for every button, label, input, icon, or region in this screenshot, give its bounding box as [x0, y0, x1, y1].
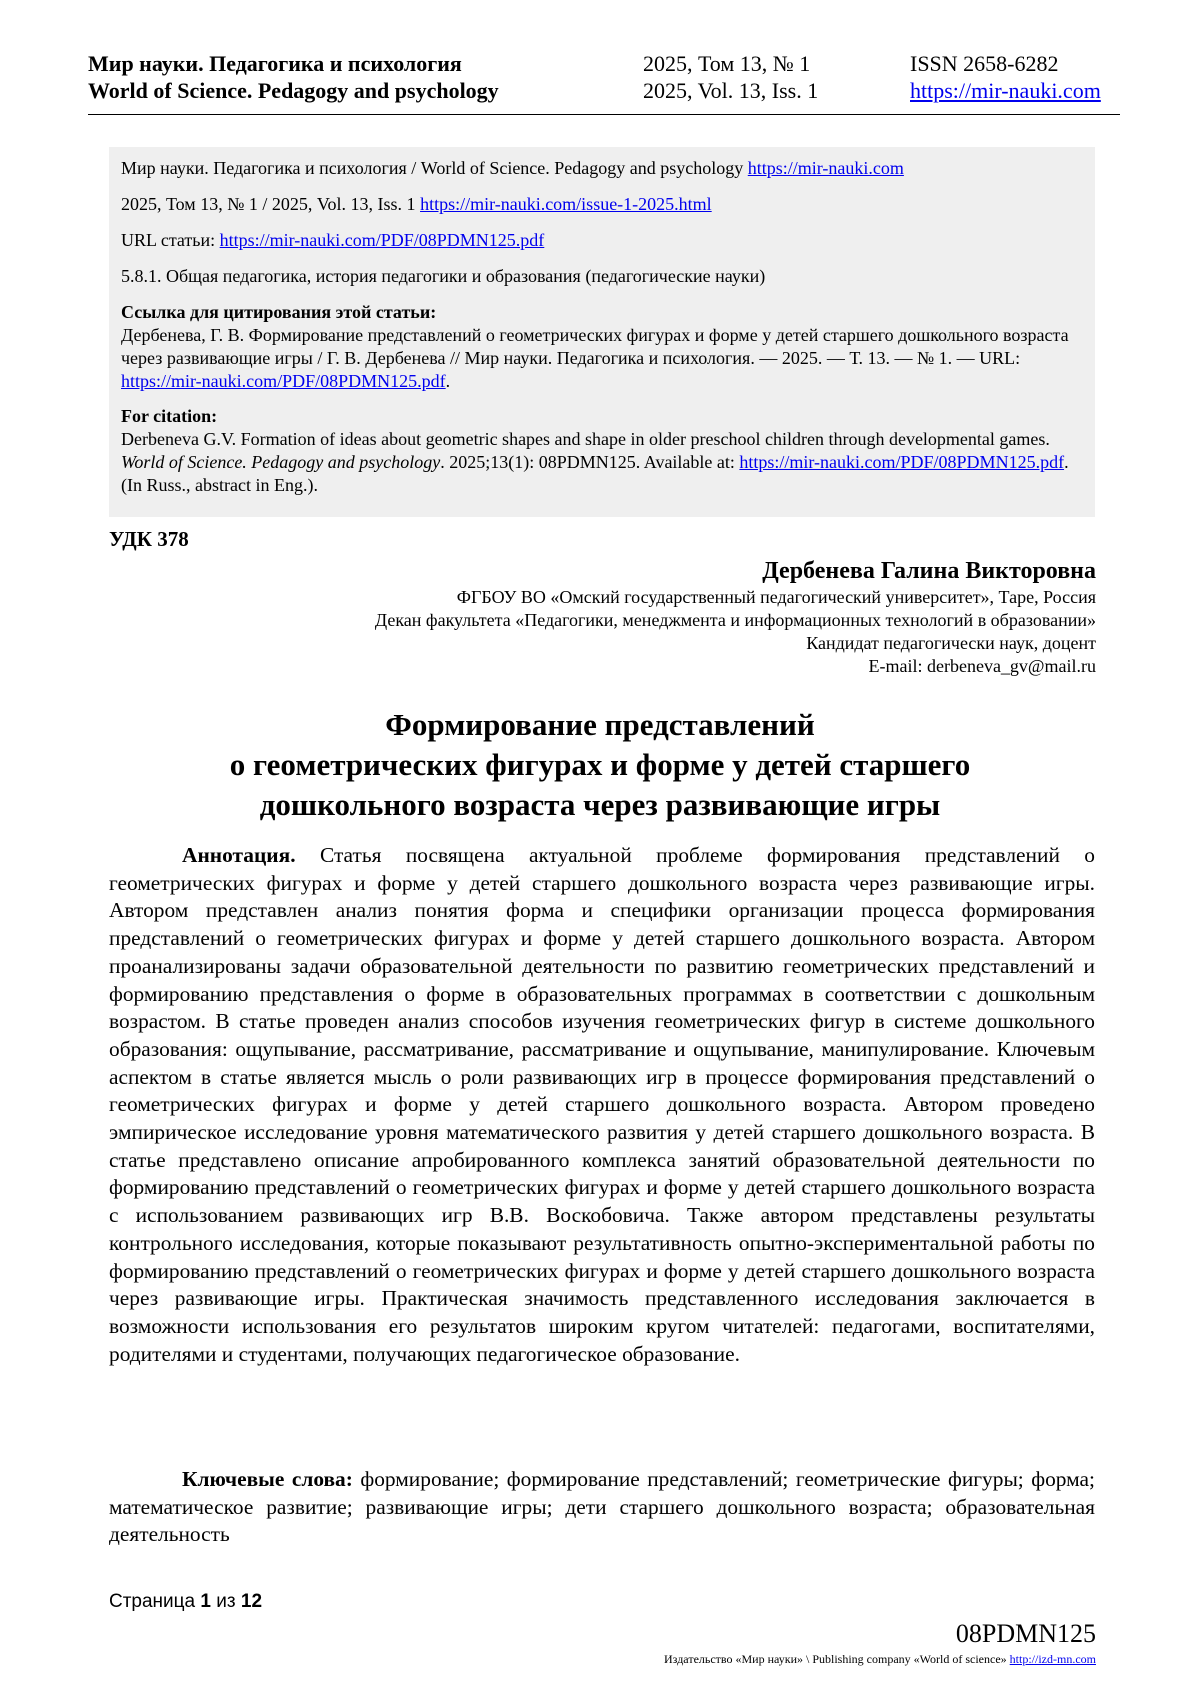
citation-en-text2: . 2025;13(1): 08PDMN125. Available at:	[440, 452, 740, 472]
author-degree: Кандидат педагогически наук, доцент	[806, 633, 1096, 653]
page-total: 12	[240, 1591, 263, 1612]
running-header	[88, 50, 1120, 115]
citation-en-end: . (In Russ., abstract in Eng.).	[121, 452, 1069, 495]
header-issn	[910, 50, 1101, 104]
abstract-text: Статья посвящена актуальной проблеме формирования представлений о геометрических фигурах и форме у детей старшего дошкольного возраста через развивающие игры. Автором представлен анализ понятия форма и специфики организации процесса формирования представлений о геометрических фигурах и форме у детей старшего дошкольного возраста. Автором проанализированы задачи образовательной деятельности по развитию геометрических представлений и формированию представления о форме в образовательных программах в соответствии с дошкольным возрастом. В статье проведен анализ способов изучения геометрических фигур в системе дошкольного образования: ощупывание, рассматривание, рассматривание и ощупывание, манипулирование. Ключевым аспектом в статье является мысль о роли развивающих игр в процессе формирования представлений о геометрических фигурах и форме у детей старшего дошкольного возраста. Автором проведено эмпирическое исследование уровня математического развития у детей старшего дошкольного возраста. В статье представлено описание апробированного комплекса занятий образовательной деятельности по формированию представлений о геометрических фигурах и форме у детей старшего дошкольного возраста с использованием развивающих игр В.В. Воскобовича. Также автором представлены результаты контрольного исследования, которые показывают результативность опытно-экспериментальной работы по формированию представлений о геометрических фигурах и форме у детей старшего дошкольного возраста через развивающие игры. Практическая значимость представленного исследования заключается в возможности использования его результатов широким кругом читателей: педагогами, воспитателями, родителями и студентами, получающих педагогическое образование.	[109, 843, 1095, 1366]
infobox-journal-line	[121, 157, 1083, 180]
publisher-line	[664, 1652, 1096, 1667]
journal-title-ru: Мир науки. Педагогика и психология	[88, 51, 462, 76]
citation-en-link[interactable]: https://mir-nauki.com/PDF/08PDMN125.pdf	[739, 452, 1065, 472]
abstract	[109, 842, 1095, 1368]
citation-en-journal: World of Science. Pedagogy and psychology	[121, 452, 441, 472]
title-line-2: о геометрических фигурах и форме у детей старшего	[229, 747, 971, 782]
article-code: 08PDMN125	[955, 1619, 1096, 1648]
citation-ru-text: Дербенева, Г. В. Формирование представлений о геометрических фигурах и форме у детей старшего дошкольного возраста через развивающие игры / Г. В. Дербенева // Мир науки. Педагогика и психология. — 2025. — Т. 13. — № 1. — URL:	[121, 325, 1069, 368]
citation-ru-link[interactable]: https://mir-nauki.com/PDF/08PDMN125.pdf	[121, 371, 446, 391]
author-name: Дербенева Галина Викторовна	[762, 558, 1096, 584]
citation-en-label: For citation:	[121, 406, 218, 426]
publisher-link[interactable]: http://izd-mn.com	[1009, 1652, 1096, 1666]
page-word: Страница	[109, 1591, 201, 1612]
udk-code: УДК 378	[109, 527, 189, 551]
abstract-label: Аннотация.	[182, 843, 296, 867]
title-line-3: дошкольного возраста через развивающие игры	[259, 787, 941, 822]
journal-line-text: Мир науки. Педагогика и психология / World of Science. Pedagogy and psychology	[121, 158, 748, 178]
author-position: Декан факультета «Педагогики, менеджмента и информационных технологий в образовании»	[374, 610, 1096, 630]
keywords	[109, 1466, 1095, 1549]
issue-link[interactable]: https://mir-nauki.com/issue-1-2025.html	[420, 194, 712, 214]
citation-ru	[121, 301, 1083, 393]
issn: ISSN 2658-6282	[910, 51, 1059, 76]
publisher-text: Издательство «Мир науки» \ Publishing company «World of science»	[664, 1652, 1010, 1666]
url-label: URL статьи:	[121, 230, 220, 250]
keywords-text: формирование; формирование представлений; геометрические фигуры; форма; математическое развитие; развивающие игры; дети старшего дошкольного возраста; образовательная деятельность	[109, 1467, 1095, 1547]
infobox-specialty: 5.8.1. Общая педагогика, история педагогики и образования (педагогические науки)	[121, 266, 766, 286]
title-line-1: Формирование представлений	[385, 707, 815, 742]
author-affiliation: ФГБОУ ВО «Омский государственный педагогический университет», Таре, Россия	[456, 587, 1096, 607]
infobox-url-line	[121, 229, 1083, 252]
header-journal-title	[88, 50, 499, 104]
issue-ru: 2025, Том 13, № 1	[643, 51, 811, 76]
header-issue	[643, 50, 818, 104]
citation-infobox	[109, 147, 1095, 517]
citation-en	[121, 405, 1083, 497]
journal-link[interactable]: https://mir-nauki.com	[747, 158, 904, 178]
citation-ru-end: .	[445, 371, 451, 391]
article-url-link[interactable]: https://mir-nauki.com/PDF/08PDMN125.pdf	[219, 230, 545, 250]
issue-line-text: 2025, Том 13, № 1 / 2025, Vol. 13, Iss. 1	[121, 194, 421, 214]
keywords-label: Ключевые слова:	[182, 1467, 353, 1491]
page-current: 1	[200, 1591, 211, 1612]
article-title	[100, 705, 1100, 825]
page-number	[109, 1591, 262, 1613]
journal-title-en: World of Science. Pedagogy and psychology	[88, 78, 499, 103]
citation-ru-label: Ссылка для цитирования этой статьи:	[121, 302, 437, 322]
page-of: из	[210, 1591, 241, 1612]
issue-en: 2025, Vol. 13, Iss. 1	[643, 78, 819, 103]
author-email: E-mail: derbeneva_gv@mail.ru	[868, 656, 1096, 676]
citation-en-text: Derbeneva G.V. Formation of ideas about geometric shapes and shape in older preschool children through developmental games.	[121, 429, 1050, 449]
journal-site-link[interactable]: https://mir-nauki.com	[910, 78, 1101, 103]
infobox-issue-line	[121, 193, 1083, 216]
author-block	[375, 556, 1096, 678]
